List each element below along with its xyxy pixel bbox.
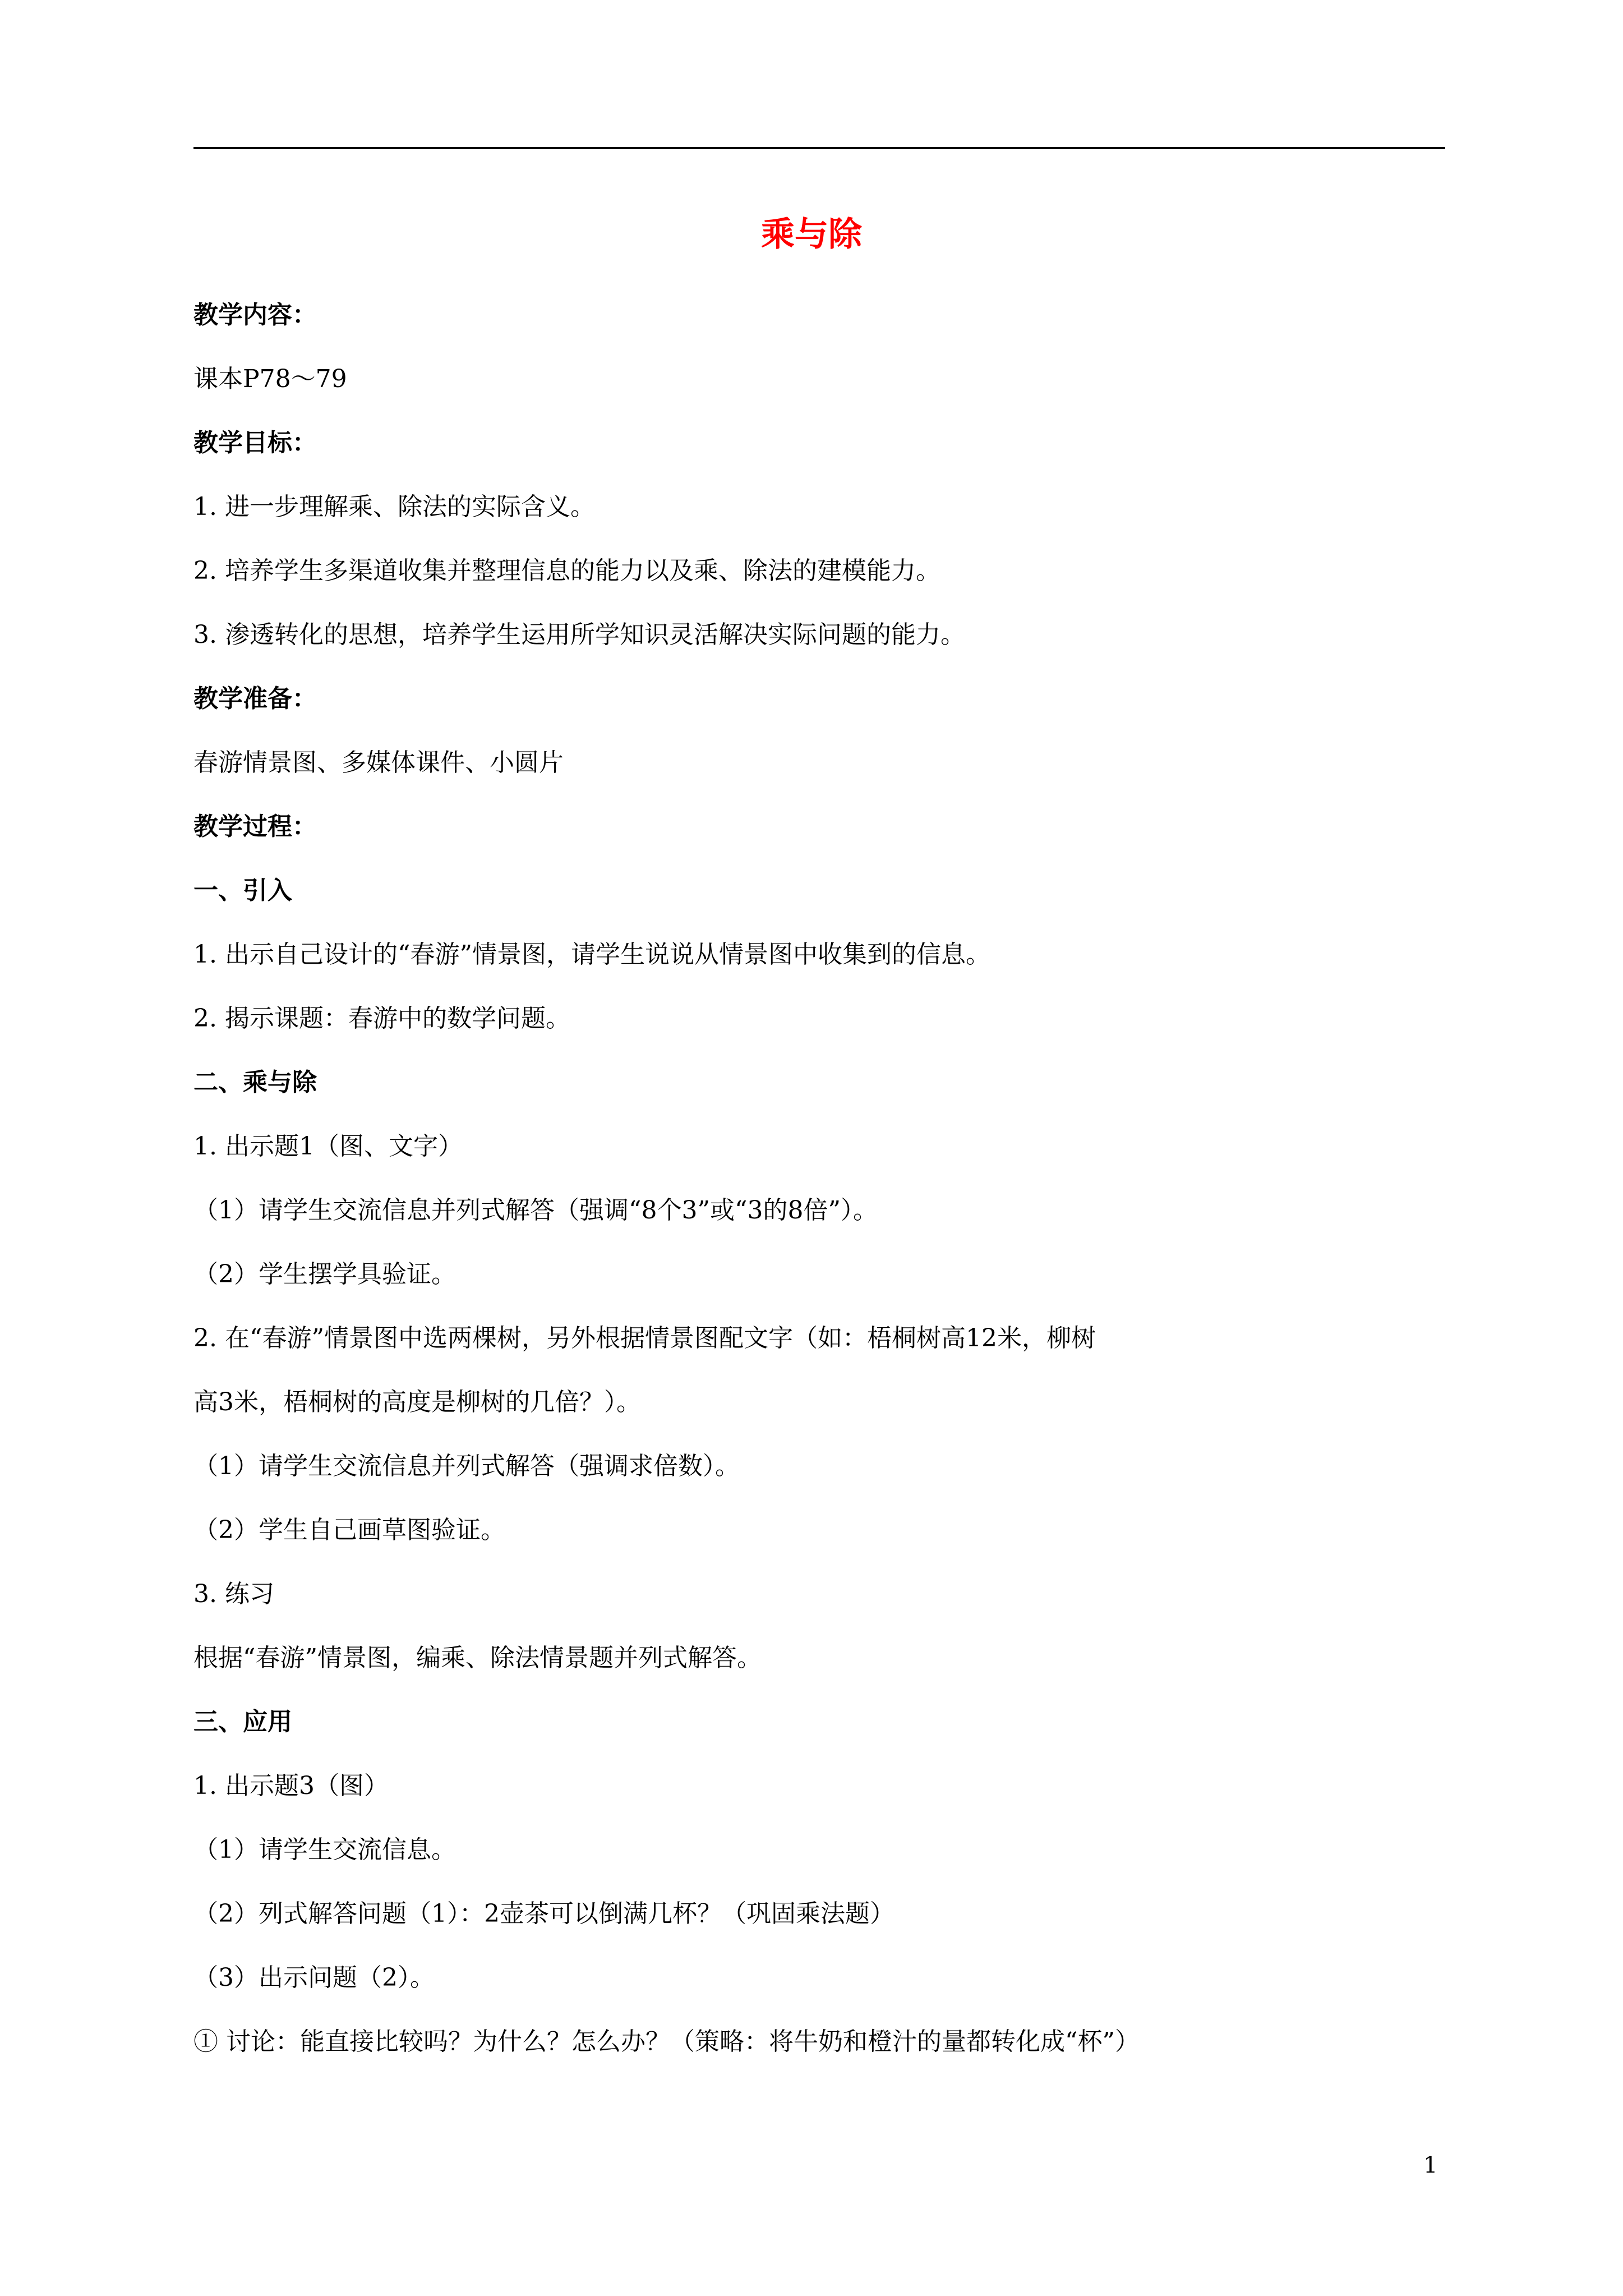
application-subitem-3: （3）出示问题（2）。 <box>193 1963 435 1992</box>
section-heading-process: 教学过程： <box>193 812 317 841</box>
content-text: 课本P78～79 <box>193 365 347 393</box>
practice-item: 3. 练习 <box>193 1580 274 1608</box>
subheading-application: 三、应用 <box>193 1708 292 1736</box>
document-title: 乘与除 <box>761 215 862 254</box>
application-subitem-2: （2）列式解答问题（1）：2壶茶可以倒满几杯？（巩固乘法题） <box>193 1899 895 1928</box>
practice-text: 根据“春游”情景图，编乘、除法情景题并列式解答。 <box>193 1644 762 1672</box>
multiply-divide-subitem-3: （1）请学生交流信息并列式解答（强调求倍数）。 <box>193 1452 740 1480</box>
objective-item-2: 2. 培养学生多渠道收集并整理信息的能力以及乘、除法的建模能力。 <box>193 556 940 585</box>
objective-item-3: 3. 渗透转化的思想，培养学生运用所学知识灵活解决实际问题的能力。 <box>193 620 965 649</box>
multiply-divide-subitem-1: （1）请学生交流信息并列式解答（强调“8个3”或“3的8倍”）。 <box>193 1196 878 1225</box>
objective-item-1: 1. 进一步理解乘、除法的实际含义。 <box>193 493 595 521</box>
multiply-divide-item-2-continued: 高3米，梧桐树的高度是柳树的几倍？）。 <box>193 1388 641 1416</box>
application-item-1: 1. 出示题3（图） <box>193 1772 389 1800</box>
discussion-item: ① 讨论：能直接比较吗？为什么？怎么办？（策略：将牛奶和橙汁的量都转化成“杯”） <box>193 2027 1140 2056</box>
section-heading-preparation: 教学准备： <box>193 684 317 713</box>
multiply-divide-subitem-4: （2）学生自己画草图验证。 <box>193 1516 505 1544</box>
multiply-divide-item-1: 1. 出示题1（图、文字） <box>193 1132 463 1161</box>
subheading-multiply-divide: 二、乘与除 <box>193 1068 317 1097</box>
introduction-item-2: 2. 揭示课题：春游中的数学问题。 <box>193 1004 570 1033</box>
header-rule <box>193 147 1445 149</box>
section-heading-objectives: 教学目标： <box>193 429 317 457</box>
section-heading-content: 教学内容： <box>193 301 317 329</box>
introduction-item-1: 1. 出示自己设计的“春游”情景图，请学生说说从情景图中收集到的信息。 <box>193 940 990 969</box>
multiply-divide-subitem-2: （2）学生摆学具验证。 <box>193 1260 456 1289</box>
subheading-introduction: 一、引入 <box>193 876 292 905</box>
multiply-divide-item-2: 2. 在“春游”情景图中选两棵树，另外根据情景图配文字（如：梧桐树高12米，柳树 <box>193 1324 1096 1352</box>
preparation-text: 春游情景图、多媒体课件、小圆片 <box>193 748 564 777</box>
page-number: 1 <box>1423 2152 1438 2178</box>
application-subitem-1: （1）请学生交流信息。 <box>193 1835 456 1864</box>
